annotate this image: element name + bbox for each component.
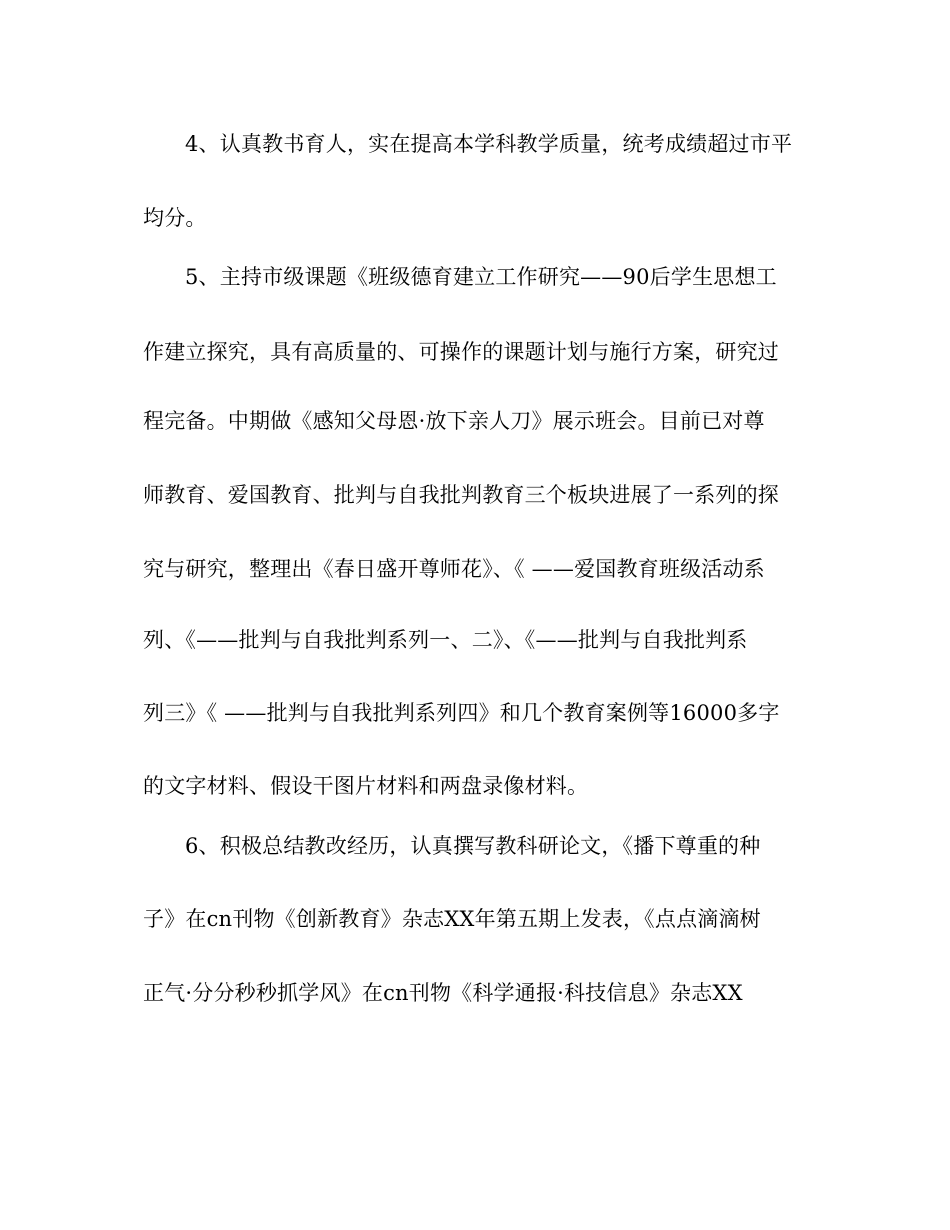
text-line: 程完备。中期做《感知父母恩·放下亲人刀》展示班会。目前已对尊	[143, 409, 765, 433]
text-line: 正气·分分秒秒抓学风》在cn刊物《科学通报·科技信息》杂志XX	[143, 981, 743, 1005]
text-line: 究与研究，整理出《春日盛开尊师花》、《 ——爱国教育班级活动系	[143, 557, 765, 581]
text-line: 师教育、爱国教育、批判与自我批判教育三个板块进展了一系列的探	[143, 483, 779, 507]
text-line: 均分。	[143, 206, 207, 230]
text-line: 4、认真教书育人，实在提高本学科教学质量，统考成绩超过市平	[185, 132, 793, 156]
text-line: 子》在cn刊物《创新教育》杂志XX年第五期上发表，《点点滴滴树	[143, 907, 761, 931]
text-line: 6、积极总结教改经历，认真撰写教科研论文，《播下尊重的种	[185, 834, 761, 858]
text-line: 的文字材料、假设干图片材料和两盘录像材料。	[143, 774, 589, 798]
text-line: 5、主持市级课题《班级德育建立工作研究——90后学生思想工	[185, 265, 777, 289]
text-line: 列三》《 ——批判与自我批判系列四》和几个教育案例等16000多字	[143, 701, 780, 725]
text-line: 作建立探究，具有高质量的、可操作的课题计划与施行方案，研究过	[143, 340, 779, 364]
text-line: 列、《——批判与自我批判系列一、二》、《——批判与自我批判系	[143, 628, 748, 652]
